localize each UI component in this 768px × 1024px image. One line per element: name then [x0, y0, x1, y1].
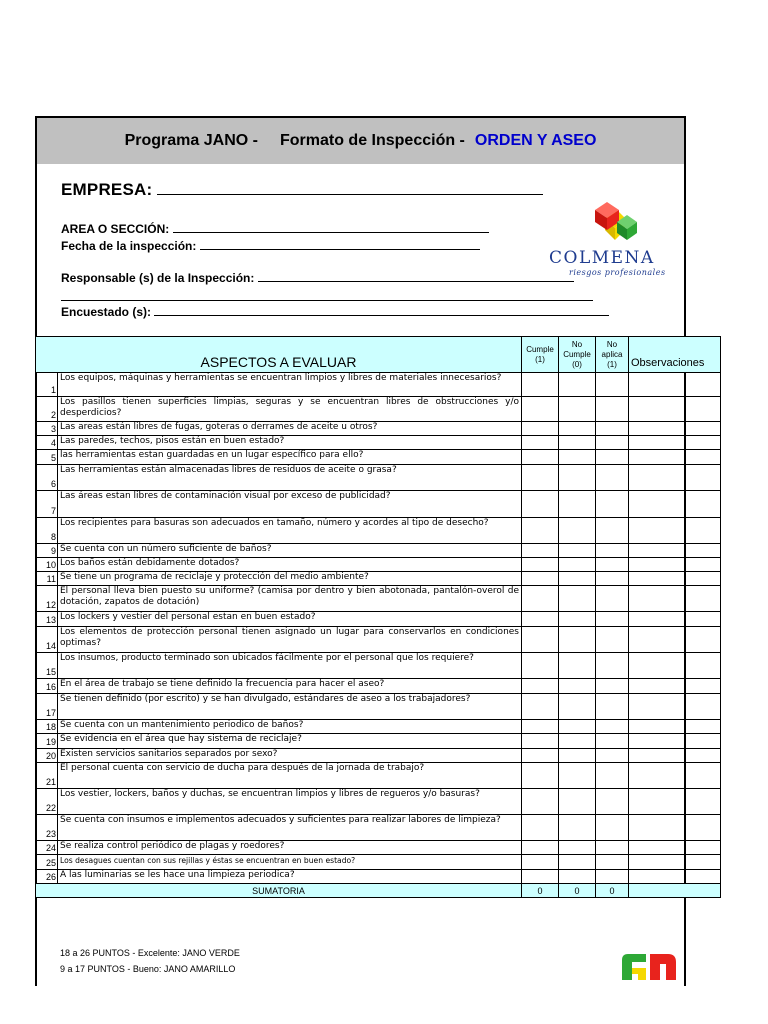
cumple-cell[interactable] [522, 544, 559, 558]
colmena-logo [547, 196, 683, 286]
row-number: 24 [36, 841, 58, 855]
observaciones-cell[interactable] [629, 544, 721, 558]
cumple-cell[interactable] [522, 841, 559, 855]
row-number: 18 [36, 720, 58, 734]
observaciones-cell[interactable] [629, 679, 721, 694]
observaciones-cell[interactable] [629, 720, 721, 734]
no-aplica-header-line: aplica [601, 349, 623, 359]
no-aplica-cell[interactable] [596, 491, 629, 518]
no-aplica-cell[interactable] [596, 870, 629, 884]
responsable-line[interactable] [258, 269, 574, 282]
title-bar [37, 118, 684, 164]
row-number: 16 [36, 679, 58, 694]
table-row [36, 572, 721, 586]
observaciones-cell[interactable] [629, 465, 721, 491]
cumple-header-line: (1) [535, 354, 545, 364]
encuestado-label: Encuestado (s): [61, 305, 152, 319]
row-number: 10 [36, 558, 58, 572]
sumatoria-row [36, 884, 721, 898]
cumple-cell[interactable] [522, 422, 559, 436]
area-line[interactable] [173, 220, 489, 233]
cumple-cell[interactable] [522, 815, 559, 841]
observaciones-cell[interactable] [629, 763, 721, 789]
title-topic: ORDEN Y ASEO [474, 132, 597, 149]
no-cumple-cell[interactable] [559, 518, 596, 544]
cumple-cell[interactable] [522, 373, 559, 397]
table-row [36, 436, 721, 450]
cumple-cell[interactable] [522, 518, 559, 544]
no-cumple-cell[interactable] [559, 694, 596, 720]
no-aplica-cell[interactable] [596, 436, 629, 450]
no-aplica-cell[interactable] [596, 815, 629, 841]
row-question: Los equipos, máquinas y herramientas se encuentran limpios y libres de materiales innecesarios? [58, 373, 522, 397]
table-row [36, 720, 721, 734]
no-cumple-cell[interactable] [559, 720, 596, 734]
row-question: Los baños están debidamente dotados? [58, 558, 522, 572]
table-row [36, 815, 721, 841]
row-question: Las paredes, techos, pisos están en buen estado? [58, 436, 522, 450]
observaciones-cell[interactable] [629, 491, 721, 518]
no-cumple-cell[interactable] [559, 450, 596, 465]
no-aplica-header-line: No [606, 339, 618, 349]
cumple-header [522, 337, 559, 373]
table-row [36, 373, 721, 397]
row-question: las herramientas estan guardadas en un lugar específico para ello? [58, 450, 522, 465]
no-aplica-cell[interactable] [596, 397, 629, 422]
cumple-cell[interactable] [522, 586, 559, 612]
cumple-header-line: Cumple [526, 344, 554, 354]
cumple-cell[interactable] [522, 491, 559, 518]
fecha-line[interactable] [200, 237, 480, 250]
no-cumple-header-line: Cumple [563, 349, 591, 359]
extra-line[interactable] [61, 288, 593, 301]
row-number: 5 [36, 450, 58, 465]
row-question: El personal lleva bien puesto su uniforme? (camisa por dentro y bien abotonada, pantalón-overol de dotación, zapatos de dotación) [58, 586, 522, 612]
table-row [36, 855, 721, 870]
row-number: 2 [36, 397, 58, 422]
row-number: 13 [36, 612, 58, 627]
row-question: Se evidencia en el área que hay sistema de reciclaje? [58, 734, 522, 749]
table-row [36, 789, 721, 815]
table-row [36, 653, 721, 679]
cumple-cell[interactable] [522, 789, 559, 815]
empresa-field [61, 180, 543, 200]
no-aplica-cell[interactable] [596, 518, 629, 544]
observaciones-cell[interactable] [629, 450, 721, 465]
row-question: Los pasillos tienen superficies limpias, seguras y se encuentran libres de obstrucciones y/o desperdicios? [58, 397, 522, 422]
row-number: 7 [36, 491, 58, 518]
no-aplica-cell[interactable] [596, 465, 629, 491]
no-cumple-cell[interactable] [559, 558, 596, 572]
cumple-cell[interactable] [522, 653, 559, 679]
row-question: Los desagues cuentan con sus rejillas y éstas se encuentran en buen estado? [58, 855, 522, 870]
no-cumple-cell[interactable] [559, 653, 596, 679]
cumple-cell[interactable] [522, 450, 559, 465]
no-aplica-cell[interactable] [596, 763, 629, 789]
observaciones-cell[interactable] [629, 749, 721, 763]
no-aplica-cell[interactable] [596, 450, 629, 465]
row-question: Se cuenta con un mantenimiento periodico de baños? [58, 720, 522, 734]
table-row [36, 841, 721, 855]
observaciones-cell[interactable] [629, 855, 721, 870]
row-number: 9 [36, 544, 58, 558]
observaciones-cell[interactable] [629, 612, 721, 627]
no-cumple-cell[interactable] [559, 789, 596, 815]
observaciones-cell[interactable] [629, 815, 721, 841]
table-header [36, 337, 721, 373]
row-question: Se cuenta con insumos e implementos adecuados y suficientes para realizar labores de limpieza? [58, 815, 522, 841]
no-cumple-cell[interactable] [559, 491, 596, 518]
no-cumple-cell[interactable] [559, 544, 596, 558]
no-aplica-cell[interactable] [596, 373, 629, 397]
title-format: Formato de Inspección - [279, 132, 465, 149]
no-cumple-header [559, 337, 596, 373]
cubes-icon [547, 196, 683, 256]
no-cumple-cell[interactable] [559, 841, 596, 855]
jano-logo-icon [618, 950, 680, 984]
no-aplica-cell[interactable] [596, 789, 629, 815]
no-aplica-header-line: (1) [607, 359, 617, 369]
row-number: 14 [36, 627, 58, 653]
no-aplica-cell[interactable] [596, 679, 629, 694]
no-aplica-cell[interactable] [596, 720, 629, 734]
cumple-cell[interactable] [522, 436, 559, 450]
area-field [61, 220, 489, 236]
observaciones-header: Observaciones [629, 337, 721, 373]
responsable-field [61, 269, 574, 285]
no-cumple-cell[interactable] [559, 465, 596, 491]
cumple-cell[interactable] [522, 558, 559, 572]
observaciones-cell[interactable] [629, 422, 721, 436]
row-question: Los recipientes para basuras son adecuados en tamaño, número y acordes al tipo de desecho? [58, 518, 522, 544]
no-cumple-cell[interactable] [559, 679, 596, 694]
no-cumple-cell[interactable] [559, 870, 596, 884]
row-number: 21 [36, 763, 58, 789]
cumple-cell[interactable] [522, 465, 559, 491]
row-number: 19 [36, 734, 58, 749]
row-number: 12 [36, 586, 58, 612]
cumple-cell[interactable] [522, 855, 559, 870]
title-program: Programa JANO - [124, 132, 258, 149]
row-number: 25 [36, 855, 58, 870]
table-row [36, 518, 721, 544]
no-aplica-cell[interactable] [596, 612, 629, 627]
logo-wordmark: COLMENA [549, 248, 655, 268]
row-number: 4 [36, 436, 58, 450]
row-number: 8 [36, 518, 58, 544]
row-question: Se cuenta con un número suficiente de baños? [58, 544, 522, 558]
row-number: 23 [36, 815, 58, 841]
row-number: 6 [36, 465, 58, 491]
table-row [36, 544, 721, 558]
no-aplica-cell[interactable] [596, 627, 629, 653]
no-aplica-cell[interactable] [596, 653, 629, 679]
row-number: 1 [36, 373, 58, 397]
aspects-header: ASPECTOS A EVALUAR [36, 337, 522, 373]
table-row [36, 612, 721, 627]
table-row [36, 465, 721, 491]
encuestado-field [61, 303, 609, 319]
row-question: El personal cuenta con servicio de ducha para después de la jornada de trabajo? [58, 763, 522, 789]
sumatoria-no-cumple: 0 [559, 884, 596, 898]
table-row [36, 679, 721, 694]
no-aplica-cell[interactable] [596, 855, 629, 870]
observaciones-cell[interactable] [629, 572, 721, 586]
no-cumple-header-line: No [571, 339, 583, 349]
row-question: Se tienen definido (por escrito) y se han divulgado, estándares de aseo a los trabajadores? [58, 694, 522, 720]
cumple-cell[interactable] [522, 679, 559, 694]
cumple-cell[interactable] [522, 720, 559, 734]
observaciones-cell[interactable] [629, 694, 721, 720]
sumatoria-observaciones [629, 884, 721, 898]
row-question: Los lockers y vestier del personal estan en buen estado? [58, 612, 522, 627]
observaciones-cell[interactable] [629, 734, 721, 749]
observaciones-cell[interactable] [629, 789, 721, 815]
legend-line: 18 a 26 PUNTOS - Excelente: JANO VERDE [60, 948, 240, 958]
row-question: Los elementos de protección personal tienen asignado un lugar para conservarlos en condiciones optimas? [58, 627, 522, 653]
row-question: Los vestier, lockers, baños y duchas, se encuentran limpios y libres de regueros y/o basuras? [58, 789, 522, 815]
no-aplica-cell[interactable] [596, 558, 629, 572]
fecha-field [61, 237, 480, 253]
observaciones-cell[interactable] [629, 436, 721, 450]
no-aplica-cell[interactable] [596, 694, 629, 720]
observaciones-cell[interactable] [629, 586, 721, 612]
no-aplica-cell[interactable] [596, 734, 629, 749]
no-cumple-cell[interactable] [559, 397, 596, 422]
row-question: Se realiza control periódico de plagas y roedores? [58, 841, 522, 855]
no-cumple-cell[interactable] [559, 373, 596, 397]
no-aplica-cell[interactable] [596, 422, 629, 436]
legend-line: 9 a 17 PUNTOS - Bueno: JANO AMARILLO [60, 964, 236, 974]
extra-line-field [61, 288, 593, 304]
logo-tagline: riesgos profesionales [569, 268, 666, 277]
observaciones-cell[interactable] [629, 558, 721, 572]
row-number: 17 [36, 694, 58, 720]
no-cumple-cell[interactable] [559, 572, 596, 586]
observaciones-cell[interactable] [629, 397, 721, 422]
inspection-table [35, 336, 721, 898]
cumple-cell[interactable] [522, 763, 559, 789]
fecha-label: Fecha de la inspección: [61, 239, 197, 253]
row-number: 20 [36, 749, 58, 763]
table-row [36, 870, 721, 884]
cumple-cell[interactable] [522, 694, 559, 720]
no-aplica-cell[interactable] [596, 572, 629, 586]
no-aplica-cell[interactable] [596, 749, 629, 763]
table-row [36, 586, 721, 612]
table-row [36, 491, 721, 518]
no-cumple-cell[interactable] [559, 586, 596, 612]
no-cumple-cell[interactable] [559, 763, 596, 789]
observaciones-cell[interactable] [629, 627, 721, 653]
row-question: Las herramientas están almacenadas libres de residuos de aceite o grasa? [58, 465, 522, 491]
no-cumple-cell[interactable] [559, 627, 596, 653]
row-number: 22 [36, 789, 58, 815]
no-cumple-cell[interactable] [559, 436, 596, 450]
no-cumple-cell[interactable] [559, 422, 596, 436]
row-question: En el área de trabajo se tiene definido la frecuencia para hacer el aseo? [58, 679, 522, 694]
no-cumple-header-line: (0) [572, 359, 582, 369]
row-number: 26 [36, 870, 58, 884]
empresa-line[interactable] [157, 180, 543, 195]
no-aplica-header [596, 337, 629, 373]
cumple-cell[interactable] [522, 627, 559, 653]
no-aplica-cell[interactable] [596, 544, 629, 558]
no-cumple-cell[interactable] [559, 612, 596, 627]
observaciones-cell[interactable] [629, 373, 721, 397]
sumatoria-no-aplica: 0 [596, 884, 629, 898]
row-number: 15 [36, 653, 58, 679]
cumple-cell[interactable] [522, 734, 559, 749]
table-row [36, 558, 721, 572]
responsable-label: Responsable (s) de la Inspección: [61, 271, 255, 285]
row-question: Los insumos, producto terminado son ubicados fácilmente por el personal que los requiere? [58, 653, 522, 679]
row-question: Las areas están libres de fugas, goteras o derrames de aceite u otros? [58, 422, 522, 436]
row-number: 3 [36, 422, 58, 436]
observaciones-cell[interactable] [629, 653, 721, 679]
table-row [36, 763, 721, 789]
no-cumple-cell[interactable] [559, 734, 596, 749]
row-question: Se tiene un programa de reciclaje y protección del medio ambiente? [58, 572, 522, 586]
no-aplica-cell[interactable] [596, 841, 629, 855]
observaciones-cell[interactable] [629, 841, 721, 855]
no-aplica-cell[interactable] [596, 586, 629, 612]
table-row [36, 627, 721, 653]
cumple-cell[interactable] [522, 397, 559, 422]
sumatoria-cumple: 0 [522, 884, 559, 898]
table-row [36, 694, 721, 720]
observaciones-cell[interactable] [629, 518, 721, 544]
row-question: Las áreas estan libres de contaminación visual por exceso de publicidad? [58, 491, 522, 518]
sumatoria-label: SUMATORIA [36, 884, 522, 898]
no-cumple-cell[interactable] [559, 749, 596, 763]
table-row [36, 450, 721, 465]
cumple-cell[interactable] [522, 870, 559, 884]
table-row [36, 422, 721, 436]
table-row [36, 749, 721, 763]
table-row [36, 734, 721, 749]
empresa-label: EMPRESA: [61, 180, 153, 199]
encuestado-line[interactable] [154, 303, 609, 316]
no-cumple-cell[interactable] [559, 855, 596, 870]
no-cumple-cell[interactable] [559, 815, 596, 841]
cumple-cell[interactable] [522, 612, 559, 627]
area-label: AREA O SECCIÓN: [61, 222, 170, 236]
table-row [36, 397, 721, 422]
cumple-cell[interactable] [522, 572, 559, 586]
row-question: Existen servicios sanitarios separados por sexo? [58, 749, 522, 763]
observaciones-cell[interactable] [629, 870, 721, 884]
cumple-cell[interactable] [522, 749, 559, 763]
row-question: A las luminarias se les hace una limpieza periodica? [58, 870, 522, 884]
row-number: 11 [36, 572, 58, 586]
